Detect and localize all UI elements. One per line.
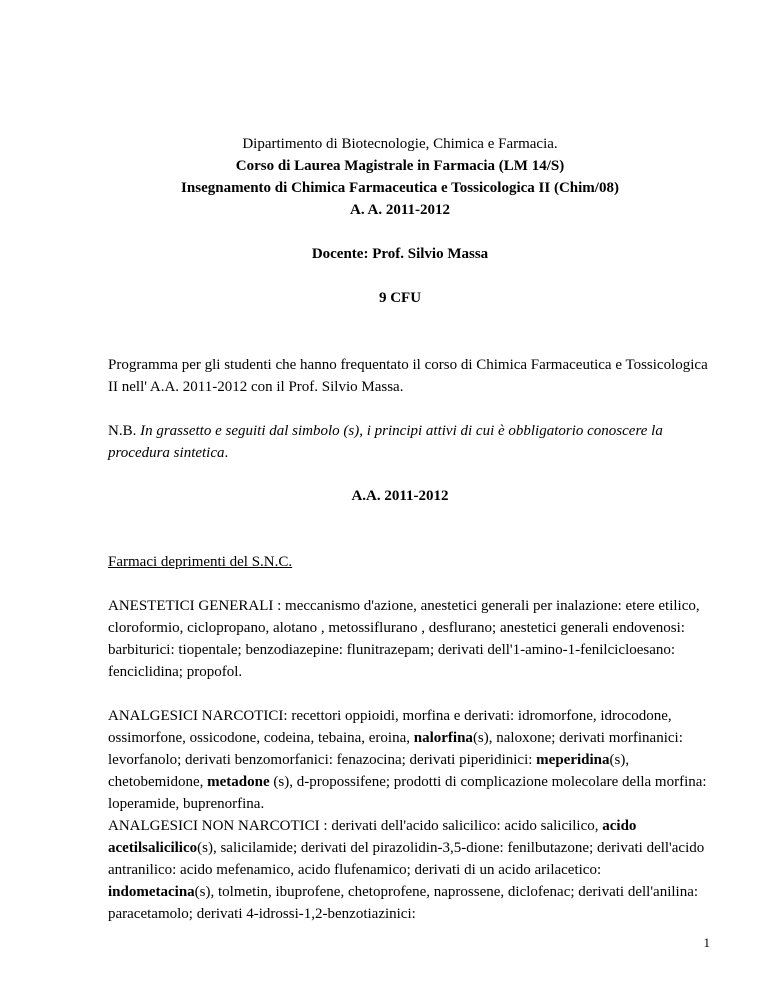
non-narcotici-text-2: (s), salicilamide; derivati del pirazolidin-3,5-dione: fenilbutazone; derivati dell'acido antranilico: acido mefenamico, acido flufenamico; derivati di un acido arilacetico: xyxy=(108,840,705,878)
narcotici-text-1: ANALGESICI NARCOTICI: recettori oppioidi, morfina e derivati: idromorfone, idrocodone, ossimorfone, ossicodone, codeina, tebaina, eroina, xyxy=(108,708,672,746)
course-line: Corso di Laurea Magistrale in Farmacia (LM 14/S) xyxy=(235,158,565,174)
department-line: Dipartimento di Biotecnologie, Chimica e Farmacia. xyxy=(242,136,558,152)
non-narcotici-text-3: (s), tolmetin, ibuprofene, chetoprofene, naprossene, diclofenac; derivati dell'anilina: paracetamolo; derivati 4-idrossi-1,2-benzotiazinici: xyxy=(108,884,699,922)
year-line: A. A. 2011-2012 xyxy=(349,202,450,218)
narcotici-text-2: (s), naloxone; derivati morfinanici: levorfanolo; derivati benzomorfanici: fenazocina; derivati piperidinici: xyxy=(108,730,683,768)
narcotici-bold-3: metadone xyxy=(207,774,270,790)
nb-end: . xyxy=(224,445,229,461)
paragraph-non-narcotici xyxy=(108,815,708,925)
narcotici-text-4: (s), d-propossifene; prodotti di complicazione molecolare della morfina: loperamide, buprenorfina. xyxy=(108,774,707,812)
cfu-line: 9 CFU xyxy=(378,290,422,306)
nb-text: In grassetto e seguiti dal simbolo (s), i principi attivi di cui è obbligatorio conoscere la procedura sintetica xyxy=(108,423,663,461)
paragraph-anestetici: ANESTETICI GENERALI : meccanismo d'azione, anestetici generali per inalazione: etere etilico, cloroformio, ciclopropano, alotano , metossiflurano , desflurano; anestetici generali endovenosi: barbiturici: tiopentale; benzodiazepine: flunitrazepam; derivati dell'1-amino-1-fenilcicloesano: fenciclidina; propofol. xyxy=(108,598,700,680)
section-year: A.A. 2011-2012 xyxy=(351,488,449,504)
paragraph-narcotici xyxy=(108,705,708,815)
narcotici-bold-1: nalorfina xyxy=(413,730,473,746)
non-narcotici-text-1: ANALGESICI NON NARCOTICI : derivati dell'acido salicilico: acido salicilico, xyxy=(108,818,603,834)
nb-label: N.B. xyxy=(108,423,141,439)
nb-paragraph xyxy=(108,420,708,464)
non-narcotici-bold-1: acido acetilsalicilico xyxy=(108,818,637,856)
teacher-line: Docente: Prof. Silvio Massa xyxy=(311,246,489,262)
non-narcotici-bold-2: indometacina xyxy=(108,884,195,900)
subject-line: Insegnamento di Chimica Farmaceutica e Tossicologica II (Chim/08) xyxy=(181,180,619,196)
section-title: Farmaci deprimenti del S.N.C. xyxy=(108,554,293,570)
narcotici-text-3: (s), chetobemidone, xyxy=(108,752,630,790)
page-number: 1 xyxy=(703,935,710,950)
narcotici-bold-2: meperidina xyxy=(536,752,610,768)
program-paragraph: Programma per gli studenti che hanno frequentato il corso di Chimica Farmaceutica e Tossicologica II nell' A.A. 2011-2012 con il Prof. Silvio Massa. xyxy=(108,357,708,395)
